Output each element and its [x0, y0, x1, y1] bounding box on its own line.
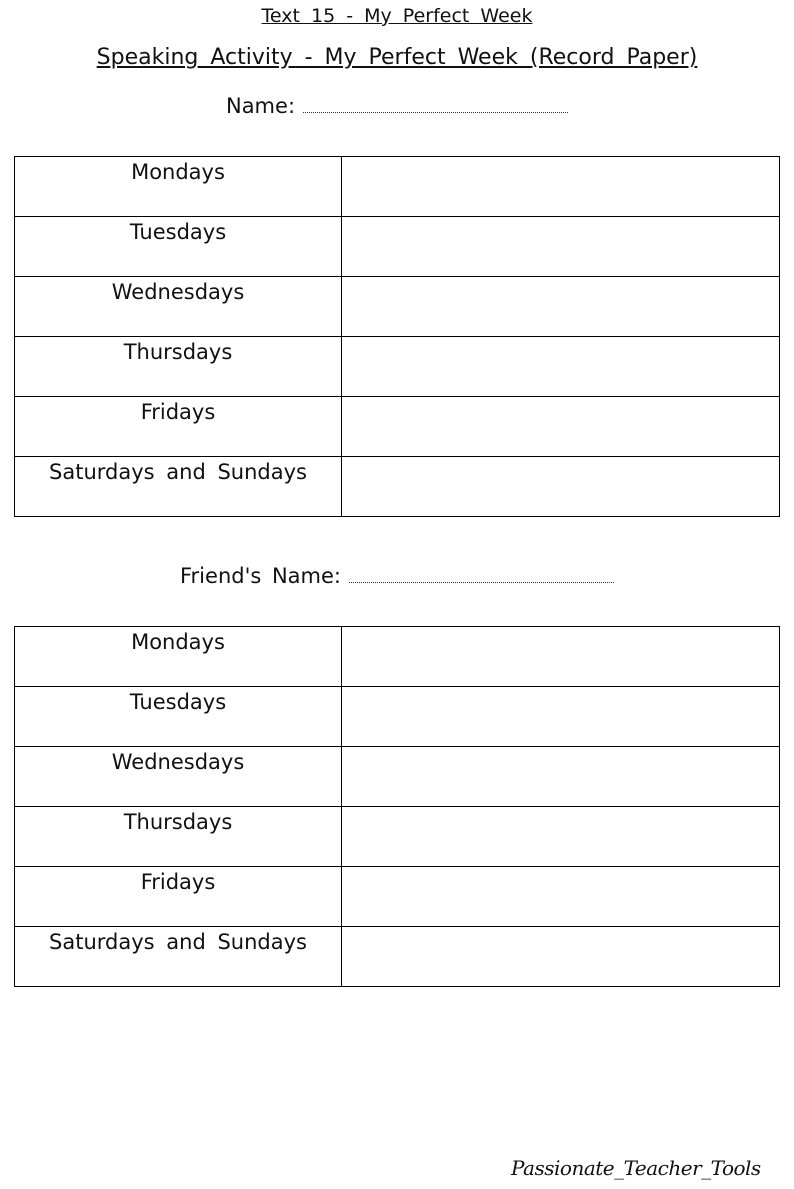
table-row	[15, 687, 780, 747]
table-row	[15, 337, 780, 397]
day-label: Saturdays and Sundays	[15, 927, 342, 987]
friend-name-label: Friend's Name:	[180, 564, 341, 588]
table-row	[15, 927, 780, 987]
friend-name-line	[0, 564, 794, 588]
day-label: Wednesdays	[15, 277, 342, 337]
answer-cell[interactable]	[342, 627, 780, 687]
answer-cell[interactable]	[342, 747, 780, 807]
worksheet-subtitle: Text 15 - My Perfect Week	[261, 5, 533, 27]
table-row	[15, 867, 780, 927]
day-label: Saturdays and Sundays	[15, 457, 342, 517]
table-row	[15, 627, 780, 687]
day-label: Thursdays	[15, 807, 342, 867]
table-row	[15, 217, 780, 277]
answer-cell[interactable]	[342, 277, 780, 337]
day-label: Fridays	[15, 397, 342, 457]
answer-cell[interactable]	[342, 397, 780, 457]
footer-credit: Passionate_Teacher_Tools	[511, 1156, 761, 1180]
friend-name-blank[interactable]	[349, 566, 614, 583]
day-label: Mondays	[15, 157, 342, 217]
name-line	[0, 94, 794, 118]
table-row	[15, 397, 780, 457]
name-blank[interactable]	[303, 96, 568, 113]
day-label: Tuesdays	[15, 217, 342, 277]
table-row	[15, 157, 780, 217]
answer-cell[interactable]	[342, 867, 780, 927]
table-row	[15, 457, 780, 517]
answer-cell[interactable]	[342, 157, 780, 217]
day-label: Fridays	[15, 867, 342, 927]
day-label: Mondays	[15, 627, 342, 687]
table-row	[15, 277, 780, 337]
friend-week-table	[14, 626, 780, 987]
day-label: Thursdays	[15, 337, 342, 397]
self-week-table	[14, 156, 780, 517]
name-label: Name:	[225, 94, 296, 118]
worksheet-title: Speaking Activity - My Perfect Week (Record Paper)	[96, 45, 698, 70]
table-row	[15, 807, 780, 867]
answer-cell[interactable]	[342, 337, 780, 397]
answer-cell[interactable]	[342, 457, 780, 517]
day-label: Tuesdays	[15, 687, 342, 747]
table-row	[15, 747, 780, 807]
day-label: Wednesdays	[15, 747, 342, 807]
answer-cell[interactable]	[342, 217, 780, 277]
answer-cell[interactable]	[342, 807, 780, 867]
answer-cell[interactable]	[342, 927, 780, 987]
answer-cell[interactable]	[342, 687, 780, 747]
